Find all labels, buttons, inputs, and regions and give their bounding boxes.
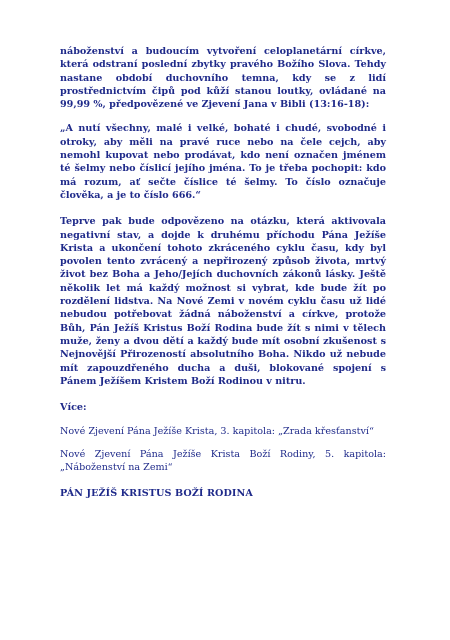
signature: PÁN JEŽÍŠ KRISTUS BOŽÍ RODINA <box>60 488 253 500</box>
document-body <box>60 45 386 515</box>
more-label: Více: <box>60 402 87 414</box>
reference-link-1[interactable]: Nové Zjevení Pána Ježíše Krista, 3. kapitola: „Zrada křesťanství“ <box>60 426 374 438</box>
paragraph-main: Teprve pak bude odpovězeno na otázku, která aktivovala negativní stav, a dojde k druhému příchodu Pána Ježíše Krista a ukončení tohoto zkráceného cyklu času, kdy byl povolen tento zvrácený a nepřirozený způsob života, mrtvý život bez Boha a Jeho/Jejích duchovních zákonů lásky. Ještě několik let má každý možnost si vybrat, kde bude žít po rozdělení lidstva. Na Nové Zemi v novém cyklu času už lidé nebudou potřebovat žádná náboženství a církve, protože Bůh, Pán Ježíš Kristus Boží Rodina bude žít s nimi v tělech muže, ženy a dvou dětí a každý bude mít osobní zkušenost s Nejnovější Přirozeností absolutního Boha. Nikdo už nebude mít zapouzdřeného ducha a duši, blokované spojení s Pánem Ježíšem Kristem Boží Rodinou v nitru. <box>60 216 386 387</box>
reference-link-2[interactable]: Nové Zjevení Pána Ježíše Krista Boží Rodiny, 5. kapitola: „Náboženství na Zemi“ <box>60 448 386 474</box>
bible-quote: „A nutí všechny, malé i velké, bohaté i chudé, svobodné i otroky, aby měli na pravé ruce nebo na čele cejch, aby nemohl kupovat nebo prodávat, kdo není označen jménem té šelmy nebo číslicí jejího jména. To je třeba pochopit: kdo má rozum, ať sečte číslice té šelmy. To číslo označuje člověka, a je to číslo 666.“ <box>60 123 386 201</box>
paragraph-intro: náboženství a budoucím vytvoření celoplanetární církve, která odstraní poslední zbytky pravého Božího Slova. Tehdy nastane období duchovního temna, kdy se z lidí prostřednictvím čipů pod kůží stanou loutky, ovládané na 99,99 %, předpovězené ve Zjevení Jana v Bibli (13:16-18): <box>60 46 386 111</box>
